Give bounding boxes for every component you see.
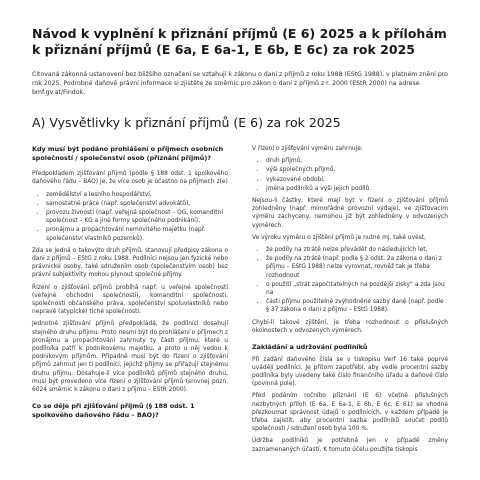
list-item: • samostatné práce (např. společenství advokátů),	[46, 200, 228, 208]
list-item: • druh příjmů,	[266, 157, 448, 165]
right-paragraph-4: Chybí-li takové zjištění, je třeba rozhodnout o příslušných okolnostech v odvozených výměrech.	[252, 319, 448, 334]
list-item: • pronájmu a propachtování nemovitého majetku (např. společenství vlastníků pozemků).	[46, 226, 228, 242]
determination-list	[252, 157, 448, 193]
right-paragraph-7: Údržba podílníků je potřebná jen v případě změny zaznamenaných účastí. K tomuto účelu použijte tiskopis	[252, 438, 448, 453]
list-item: • provozu živnosti (např. veřejná společnost – OG, komanditní společnost – KG a jiné formy společného podnikání),	[46, 209, 228, 225]
list-item: • zemědělství a lesního hospodářství,	[46, 191, 228, 199]
list-item: • části příjmu použitelné zvýhodněné sazby daně (např. podle § 37 zákona o dani z příjmu – EStG 1988).	[266, 298, 448, 314]
section-title: A) Vysvětlivky k přiznání příjmů (E 6) za rok 2025	[32, 115, 341, 130]
left-paragraph-1: Předpokladem zjišťování příjmů (podle § 188 odst. 1 spolkového daňového řádu – BAO) je, že více osob je účastno na příjmech z(e)	[32, 171, 228, 186]
right-paragraph-6: Před podáním ročního přiznání (E 6) včetně příslušných nezbytných příloh (E 6a, E 6a-1, E 6b, E 6c, E 61) se vhodné přezkoumat správnost údajů o podílnících, v každém případě je třeba zajistit, aby procentní sazba podílníků součet podílů společnosti / sdružení osob byla 100 %.	[252, 393, 448, 433]
list-item: • o použití „strát započitatelných na pozdější zisky“ a zda jsou na	[266, 281, 448, 297]
right-heading: Zakládání a udržování podílníků	[252, 343, 368, 352]
list-item: • že podíly na ztrátě nelze převádět do následujících let,	[266, 246, 448, 254]
list-item: • jména podílníků a výši jejich podílů.	[266, 185, 448, 193]
left-heading-2: Co se děje při zjišťování příjmů (§ 188 odst. 1 spolkového daňového řádu – BAO)?	[32, 402, 195, 419]
left-paragraph-3: Řízení o zjišťování příjmů probíhá např. u veřejné společnosti (veřejné obchodní společnosti), komanditní společnosti, společnosti občanského práva, společenství spoluvlastníků nebo nepravé (atypické) tiché společnosti.	[32, 284, 228, 316]
left-heading: Kdy musí být podáno prohlášení o příjmech osobních společností / společenství osob (přiznání příjmů)?	[32, 145, 224, 162]
two-column-body	[32, 145, 448, 458]
intro-paragraph: Citovaná zákonná ustanovení bez bližšího označení se vztahují k zákonu o daní z příjmů z roku 1988 (EStG 1988), v platném znění pro rok 2025. Podrobné daňově právní informace si zjistěte ze směrnic pro zákon o daní z příjmů z r. 2000 (EStR 2000) na adrese bmf.gv.at/Findok.	[32, 71, 448, 96]
left-column	[32, 145, 228, 458]
list-item: • že podíly na ztrátě (např. podle § 2 odst. 2a zákona o dani z příjmu – EStG 1988) nelze vyrovnat, rovněž tak je třeba rozhodnout	[266, 255, 448, 280]
right-column	[252, 145, 448, 458]
list-item: • výši společných příjmů,	[266, 166, 448, 174]
income-types-list	[32, 191, 228, 243]
ruling-list	[252, 246, 448, 315]
right-paragraph-3: Ve výroku výměru o zjištění příjmů je nutné mj. také uvést,	[252, 234, 426, 241]
document-title: Návod k vyplnění k přiznání příjmů (E 6) 2025 a k přílohám k přiznání příjmů (E 6a, E 6a-1, E 6b, E 6c) za rok 2025	[32, 26, 447, 57]
left-paragraph-4: Jednotné zjišťování příjmů předpokládá, že podílníci dosahují stejného druhu příjmu. Proto nesmí být do prohlášení o příjmech z pronájmu a propachtování zahrnuty ty části příjmu, které u podílníka patří k podnikovému majetku, a proto u něj vedou k podnikovým příjmům. Případně musí být do řízení o zjišťování příjmů zahrnut jen ti podílníci, jejichž příjmy se přiřazují stejnému druhu příjmu. Dosahuje-li více podílníků příjmů stejného druhu, musí být provedeno více řízení o zjišťování příjmů (srovnej pozn. 6024 směrnic k zákonu o dani z příjmu – EStR 2000).	[32, 321, 228, 394]
left-paragraph-2: Zda se jedná o takovýto druh příjmů, stanovují předpisy zákona o dani z příjmů – EStG z roku 1988. Podílníci nejsou jen fyzické nebo právnické osoby, také sdružením osob (společenstvím osob) bez právní subjektivity mohou plynout společné příjmy.	[32, 247, 228, 279]
right-paragraph-1: V řízení o zjišťování výměru zahrnuje:	[252, 146, 363, 152]
list-item: • vykazované obdobi,	[266, 176, 448, 184]
right-paragraph-5: Při zadání daňového čísla se v tiskopisu Verf 16 také poprvé uvádějí podílníci. Je přitom zapotřebí, aby vedle procentní sazby podílníka byly uvedeny také číslo finančního úřadu a daňové číslo (povinná pole).	[252, 356, 448, 388]
right-paragraph-2: Nejsou-li částky, které mají být v řízení o zjišťování příjmů zohledněny (např. mimořádné provozní výdaje), ve zjišťovacím výměru zachyceny, nemohou již být zohledněny v odvozených výměrech.	[252, 198, 448, 229]
